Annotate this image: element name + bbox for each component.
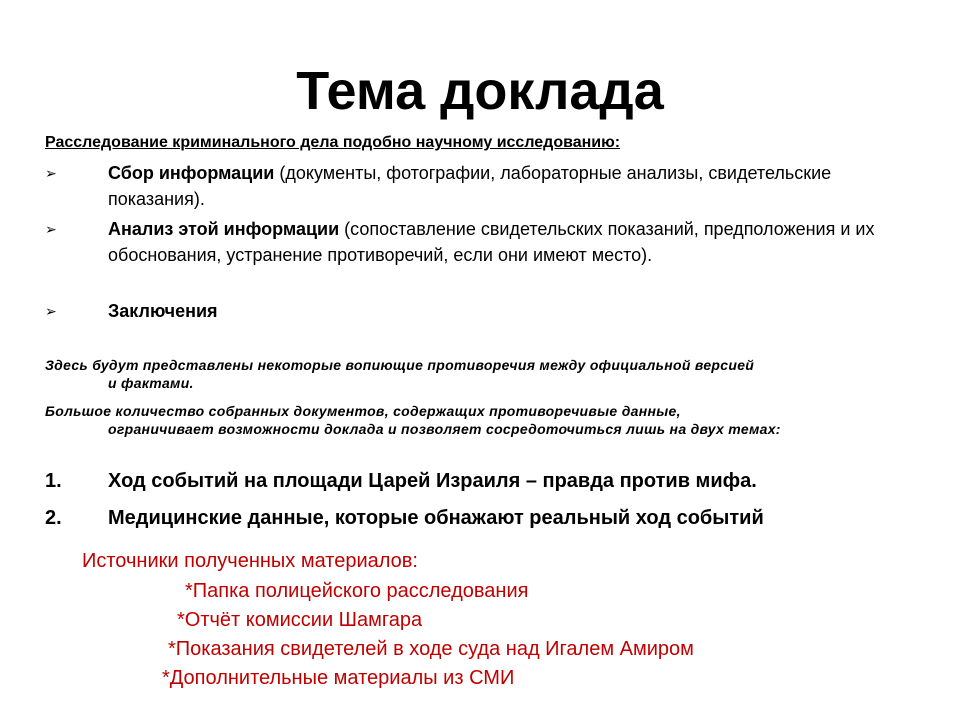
topic-item	[45, 504, 925, 532]
bullet-text	[108, 298, 915, 324]
note-line-continued: ограничивает возможности доклада и позволяет сосредоточиться лишь на двух темах:	[108, 421, 781, 437]
note-paragraph	[45, 402, 897, 438]
topic-text: Медицинские данные, которые обнажают реальный ход событий	[108, 507, 764, 529]
source-item: *Отчёт комиссии Шамгара	[177, 609, 423, 631]
bullet-item	[45, 298, 915, 324]
note-line: Большое количество собранных документов, содержащих противоречивые данные,	[45, 403, 681, 419]
arrow-bullet-icon: ➢	[45, 303, 57, 319]
note-paragraph	[45, 356, 897, 392]
bullet-detail: (сопоставление свидетельских показаний, предположения и их обоснования, устранение противоречий, если они имеют место).	[108, 219, 875, 265]
note-line-continued: и фактами.	[108, 375, 194, 391]
sources-heading: Источники полученных материалов:	[82, 550, 418, 572]
topic-item	[45, 467, 925, 495]
bullet-bold: Анализ этой информации	[108, 219, 340, 239]
bullet-detail: (документы, фотографии, лабораторные анализы, свидетельские показания).	[108, 163, 832, 209]
bullet-text	[108, 216, 915, 268]
arrow-bullet-icon: ➢	[45, 165, 57, 181]
intro-heading: Расследование криминального дела подобно научному исследованию:	[45, 134, 621, 151]
bullet-bold: Заключения	[108, 301, 218, 321]
bullet-text	[108, 160, 915, 212]
topic-number: 2.	[45, 507, 62, 529]
bullet-bold: Сбор информации	[108, 163, 275, 183]
source-item: *Показания свидетелей в ходе суда над Игалем Амиром	[168, 638, 694, 660]
bullet-item	[45, 216, 915, 268]
source-item: *Дополнительные материалы из СМИ	[162, 667, 515, 689]
topic-text: Ход событий на площади Царей Израиля – правда против мифа.	[108, 470, 757, 492]
note-line: Здесь будут представлены некоторые вопиющие противоречия между официальной версией	[45, 357, 755, 373]
source-item: *Папка полицейского расследования	[185, 580, 529, 602]
topic-number: 1.	[45, 470, 62, 492]
slide-title: Тема доклада	[296, 61, 664, 121]
bullet-item	[45, 160, 915, 212]
arrow-bullet-icon: ➢	[45, 221, 57, 237]
